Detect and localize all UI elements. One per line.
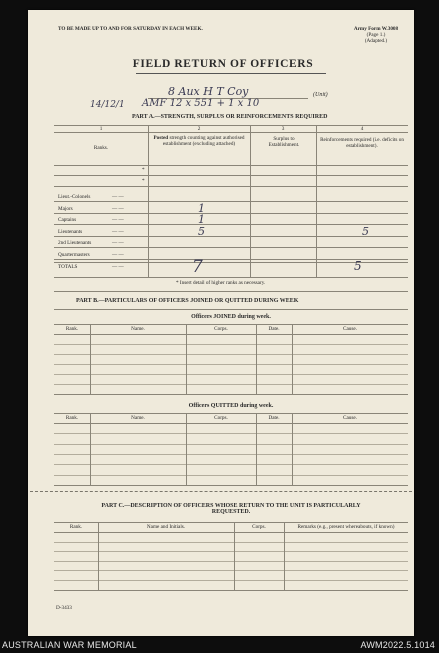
column-header: Name and Initials. xyxy=(146,524,186,530)
table-row xyxy=(54,580,408,581)
column-header: Cause. xyxy=(343,326,357,332)
rank-label: Lieutenants xyxy=(58,228,83,235)
top-note: TO BE MADE UP TO AND FOR SATURDAY IN EACH WEEK. xyxy=(58,26,203,32)
reinforcements-header: Reinforcements required (i.e. deficits on establishment). xyxy=(320,137,404,149)
table-row xyxy=(54,475,408,476)
footer-left: AUSTRALIAN WAR MEMORIAL xyxy=(2,640,137,650)
form-id: Army Form W.3008 xyxy=(353,26,399,32)
table-row xyxy=(54,542,408,543)
rank-label: 2nd Lieutenants xyxy=(58,240,92,246)
page-title: FIELD RETURN OF OFFICERS xyxy=(132,58,314,70)
rank-label: Lieut.-Colonels xyxy=(58,194,91,200)
title-underline xyxy=(136,73,326,74)
form-page: (Page 1.) xyxy=(366,32,386,38)
table-row xyxy=(54,384,408,385)
reinforcement-value: 5 xyxy=(362,224,369,238)
ranks-header: Ranks. xyxy=(93,145,109,151)
unit-detail-handwriting: AMF 12 x 551 + 1 x 10 xyxy=(142,98,260,109)
form-adapted: (Adapted.) xyxy=(364,38,388,44)
posted-value: 5 xyxy=(198,224,205,238)
table-row xyxy=(54,364,408,365)
posted-header-rest: strength counting against authorised establishment (excluding attached) xyxy=(162,135,245,147)
posted-header xyxy=(152,135,246,147)
table-row xyxy=(54,551,408,552)
column-header: Date. xyxy=(268,326,280,332)
form-code: D-3433 xyxy=(56,605,72,611)
table-row xyxy=(54,344,408,345)
footer-right: AWM2022.5.1014 xyxy=(360,640,435,650)
column-header: Remarks (e.g., present whereabouts, if known) xyxy=(297,524,395,530)
dashed-divider xyxy=(30,491,412,492)
column-header: Cause. xyxy=(343,415,357,421)
star-mark-2: * xyxy=(142,178,145,184)
part-c-title-line1: PART C.—DESCRIPTION OF OFFICERS WHOSE RETURN TO THE UNIT IS PARTICULARLY xyxy=(101,503,361,509)
totals-label: TOTALS xyxy=(58,264,78,270)
joined-title: Officers JOINED during week. xyxy=(191,314,271,320)
column-header: Rank. xyxy=(69,524,83,530)
table-row xyxy=(54,454,408,455)
table-row xyxy=(54,374,408,375)
unit-label: (Unit) xyxy=(313,92,328,98)
table-row xyxy=(54,433,408,434)
form-paper: TO BE MADE UP TO AND FOR SATURDAY IN EACH WEEK. Army Form W.3008 (Page 1.) (Adapted.) FIELD RETURN OF OFFICERS 8 Aux H T Coy (Unit) 14/12/1 AMF 12 x 551 + 1 x 10 PART A.—STRENGTH, SURPLUS OR REINFORCEMENTS REQUIRED 1 2 3 4 Ranks. Posted strength counting against authorised establishment (excluding attached) Surplus to Establishment. Reinforcements required (i.e. deficits on establishment). * * Lieut.-Colonels — — Majors — — 1 Captains — — 1 Lieutenants — — 5 5 2nd Lieutenants — — Quartermasters — — TOTALS — — 7 5 * Insert detail of higher ranks as necessary. PART B.—PARTICULARS OF OFFICERS JOINED OR QUITTED DURING WEEK Officers JOINED during week. Rank. Name. Corps. Date. Cause. Officers QUITTED during week. Rank. Name. Corps. Date. Cause. PART C.—DESCRIPTION OF OFFICERS WHOSE RETURN TO THE UNIT IS PARTICULARLY REQUESTED. Rank. Name and Initials. Corps. Remarks (e.g., present whereabouts, if known) D-3433 xyxy=(28,10,414,636)
table-row xyxy=(54,570,408,571)
column-header: Rank. xyxy=(65,326,79,332)
col-number-2: 2 xyxy=(197,126,201,132)
footnote: * Insert detail of higher ranks as necessary. xyxy=(176,280,266,286)
rank-label: Quartermasters xyxy=(58,251,90,258)
column-header: Date. xyxy=(268,415,280,421)
posted-value: 1 xyxy=(198,201,205,215)
column-header: Corps. xyxy=(252,524,266,530)
table-row xyxy=(54,444,408,445)
column-header: Corps. xyxy=(214,415,228,421)
table-row xyxy=(54,354,408,355)
part-c-title-line2: REQUESTED. xyxy=(211,509,251,515)
part-c-title xyxy=(58,503,404,515)
col-number-4: 4 xyxy=(360,126,364,132)
surplus-header: Surplus to Establishment. xyxy=(268,136,300,148)
form-id-block xyxy=(344,26,408,44)
unit-handwriting: 8 Aux H T Coy xyxy=(168,85,249,98)
col-number-3: 3 xyxy=(281,126,285,132)
section-divider xyxy=(54,291,408,292)
rank-label: Captains xyxy=(58,217,77,223)
column-header: Rank. xyxy=(65,415,79,421)
column-header: Name. xyxy=(131,415,145,421)
posted-value: 1 xyxy=(198,213,205,226)
column-header: Corps. xyxy=(214,326,228,332)
totals-posted: 7 xyxy=(192,257,203,277)
posted-header-bold: Posted xyxy=(153,135,169,141)
column-header: Name. xyxy=(131,326,145,332)
part-b-title-rule xyxy=(54,309,408,310)
quitted-title: Officers QUITTED during week. xyxy=(188,403,274,409)
rank-label: Majors xyxy=(58,205,73,212)
part-b-title: PART B.—PARTICULARS OF OFFICERS JOINED OR QUITTED DURING WEEK xyxy=(76,298,299,304)
col-number-1: 1 xyxy=(99,126,103,132)
table-row xyxy=(54,561,408,562)
table-row xyxy=(54,464,408,465)
date-handwriting: 14/12/1 xyxy=(90,100,125,110)
part-a-title: PART A.—STRENGTH, SURPLUS OR REINFORCEMENTS REQUIRED xyxy=(132,114,328,120)
totals-reinforcements: 5 xyxy=(354,259,362,273)
star-mark-1: * xyxy=(142,167,145,173)
